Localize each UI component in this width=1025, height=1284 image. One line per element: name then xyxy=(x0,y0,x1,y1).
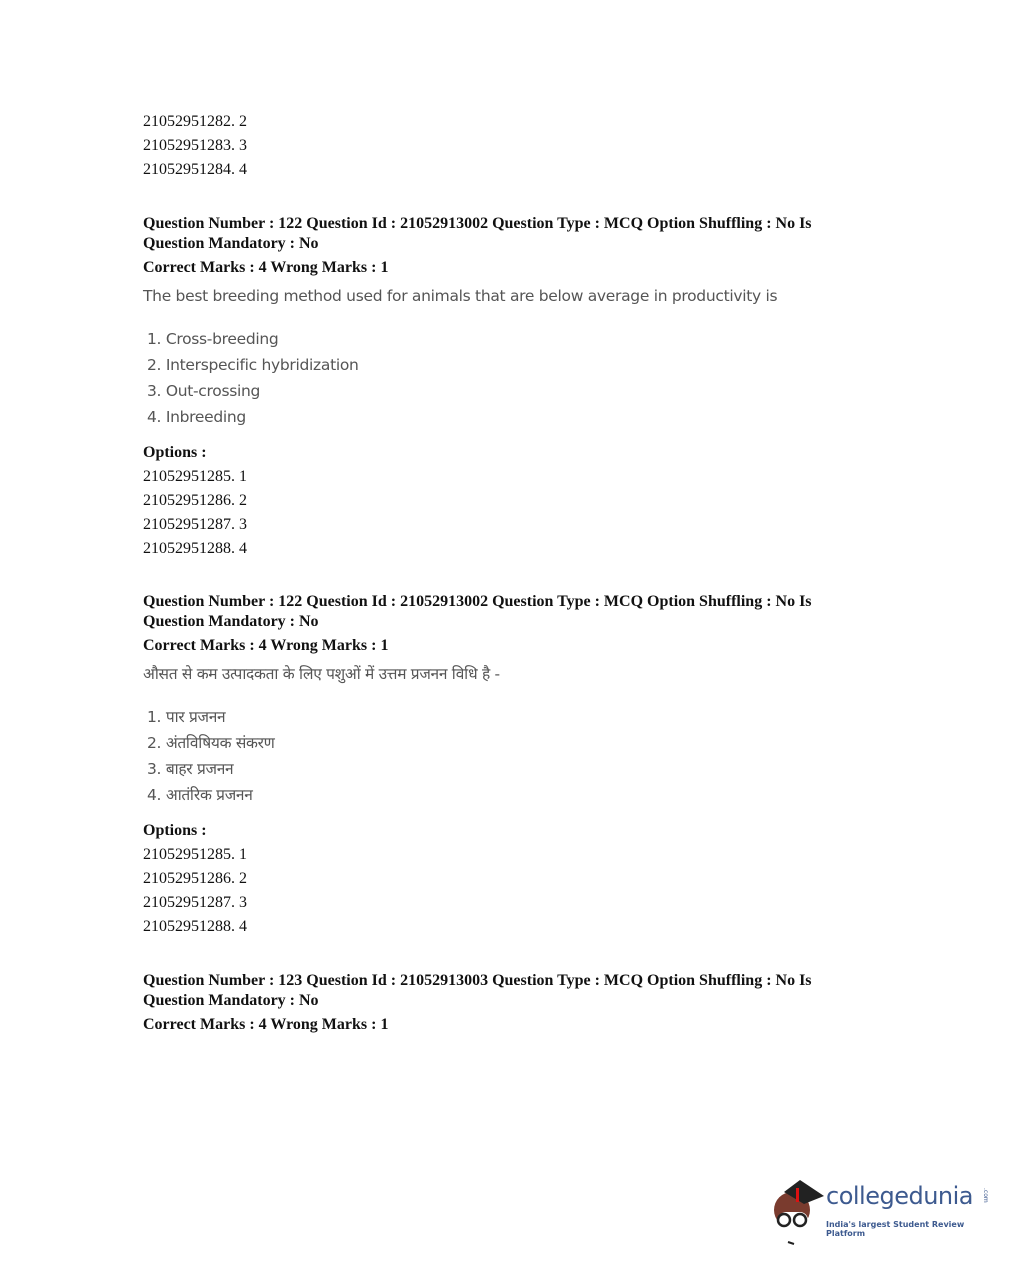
options-label: Options : xyxy=(143,444,207,461)
answer-choice: 2. Interspecific hybridization xyxy=(147,356,359,374)
question-mandatory: Question Mandatory : No xyxy=(143,613,319,630)
option-id-line: 21052951285. 1 xyxy=(143,468,247,485)
question-header: Question Number : 123 Question Id : 21052913003 Question Type : MCQ Option Shuffling : No Is xyxy=(143,972,812,989)
option-id-line: 21052951287. 3 xyxy=(143,894,247,911)
question-text: The best breeding method used for animals that are below average in productivity is xyxy=(143,287,778,305)
question-marks: Correct Marks : 4 Wrong Marks : 1 xyxy=(143,1016,389,1033)
answer-choice: 1. पार प्रजनन xyxy=(147,708,226,726)
question-marks: Correct Marks : 4 Wrong Marks : 1 xyxy=(143,259,389,276)
answer-choice: 3. बाहर प्रजनन xyxy=(147,760,234,778)
answer-choice: 4. आतंरिक प्रजनन xyxy=(147,786,253,804)
question-header: Question Number : 122 Question Id : 21052913002 Question Type : MCQ Option Shuffling : No Is xyxy=(143,593,812,610)
question-mandatory: Question Mandatory : No xyxy=(143,235,319,252)
question-marks: Correct Marks : 4 Wrong Marks : 1 xyxy=(143,637,389,654)
collegedunia-logo xyxy=(766,1178,996,1248)
question-mandatory: Question Mandatory : No xyxy=(143,992,319,1009)
answer-choice: 3. Out-crossing xyxy=(147,382,261,400)
question-text: औसत से कम उत्पादकता के लिए पशुओं में उत्तम प्रजनन विधि है - xyxy=(143,665,500,683)
answer-choice: 2. अंतविषियक संकरण xyxy=(147,734,275,752)
option-id-line: 21052951286. 2 xyxy=(143,870,247,887)
answer-choice: 4. Inbreeding xyxy=(147,408,246,426)
options-label: Options : xyxy=(143,822,207,839)
option-id-line: 21052951283. 3 xyxy=(143,137,247,154)
logo-com: .com xyxy=(982,1188,989,1203)
option-id-line: 21052951284. 4 xyxy=(143,161,247,178)
answer-choice: 1. Cross-breeding xyxy=(147,330,279,348)
option-id-line: 21052951282. 2 xyxy=(143,113,247,130)
option-id-line: 21052951287. 3 xyxy=(143,516,247,533)
logo-wordmark: collegedunia xyxy=(826,1182,974,1210)
option-id-line: 21052951285. 1 xyxy=(143,846,247,863)
logo-tagline: India's largest Student Review Platform xyxy=(826,1220,965,1238)
mascot-icon xyxy=(766,1178,826,1248)
question-header: Question Number : 122 Question Id : 21052913002 Question Type : MCQ Option Shuffling : No Is xyxy=(143,215,812,232)
option-id-line: 21052951288. 4 xyxy=(143,540,247,557)
option-id-line: 21052951286. 2 xyxy=(143,492,247,509)
option-id-line: 21052951288. 4 xyxy=(143,918,247,935)
